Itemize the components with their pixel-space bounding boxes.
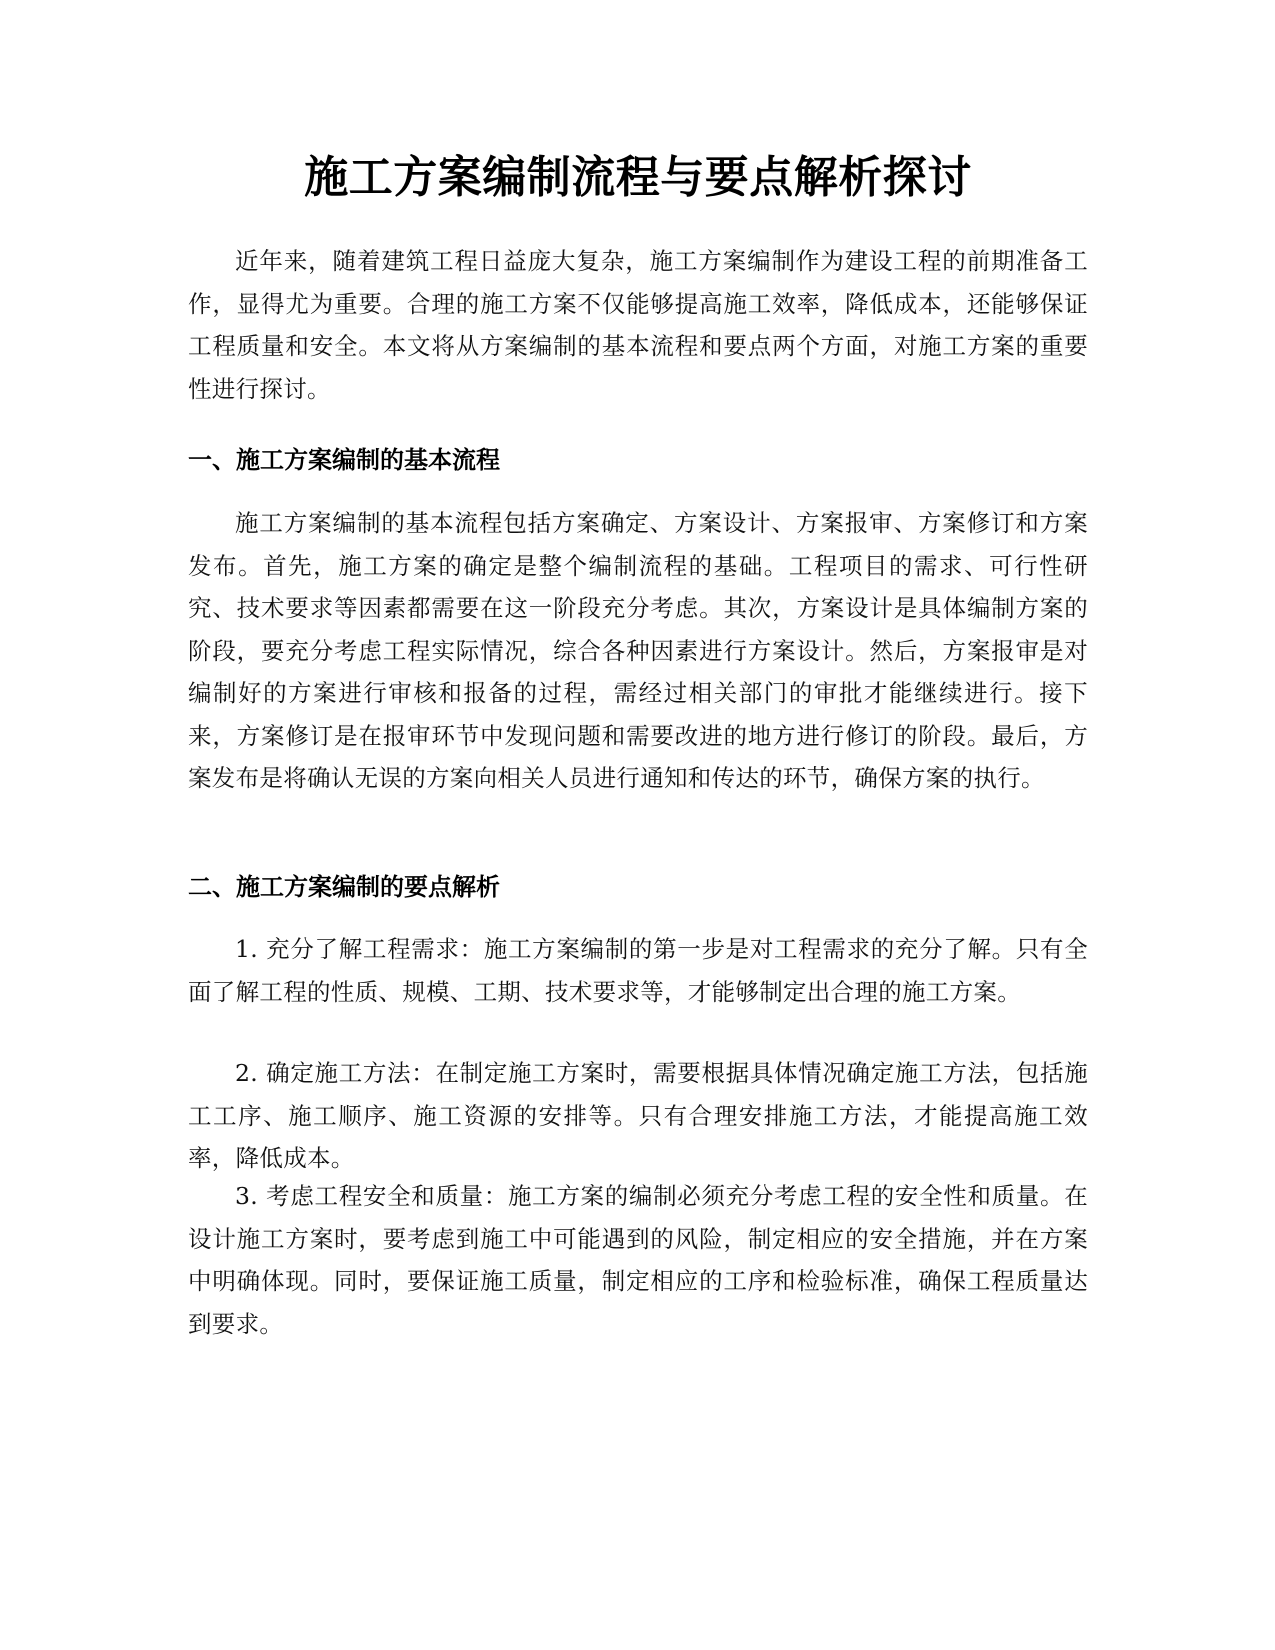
intro-paragraph: 近年来，随着建筑工程日益庞大复杂，施工方案编制作为建设工程的前期准备工作，显得尤为重要。合理的施工方案不仅能够提高施工效率，降低成本，还能够保证工程质量和安全。本文将从方案编制的基本流程和要点两个方面，对施工方案的重要性进行探讨。 [188, 247, 1088, 403]
section-heading-basic-process: 一、施工方案编制的基本流程 [188, 446, 500, 474]
key-point-item: 3. 考虑工程安全和质量：施工方案的编制必须充分考虑工程的安全性和质量。在设计施工方案时，要考虑到施工中可能遇到的风险，制定相应的安全措施，并在方案中明确体现。同时，要保证施工质量，制定相应的工序和检验标准，确保工程质量达到要求。 [188, 1182, 1088, 1338]
section-paragraph-basic-process: 施工方案编制的基本流程包括方案确定、方案设计、方案报审、方案修订和方案发布。首先，施工方案的确定是整个编制流程的基础。工程项目的需求、可行性研究、技术要求等因素都需要在这一阶段充分考虑。其次，方案设计是具体编制方案的阶段，要充分考虑工程实际情况，综合各种因素进行方案设计。然后，方案报审是对编制好的方案进行审核和报备的过程，需经过相关部门的审批才能继续进行。接下来，方案修订是在报审环节中发现问题和需要改进的地方进行修订的阶段。最后，方案发布是将确认无误的方案向相关人员进行通知和传达的环节，确保方案的执行。 [188, 509, 1088, 792]
key-point-item: 1. 充分了解工程需求：施工方案编制的第一步是对工程需求的充分了解。只有全面了解工程的性质、规模、工期、技术要求等，才能够制定出合理的施工方案。 [188, 935, 1088, 1006]
key-point-item: 2. 确定施工方法：在制定施工方案时，需要根据具体情况确定施工方法，包括施工工序、施工顺序、施工资源的安排等。只有合理安排施工方法，才能提高施工效率，降低成本。 [188, 1059, 1088, 1172]
section-heading-key-points: 二、施工方案编制的要点解析 [188, 873, 500, 901]
document-title: 施工方案编制流程与要点解析探讨 [304, 152, 972, 203]
